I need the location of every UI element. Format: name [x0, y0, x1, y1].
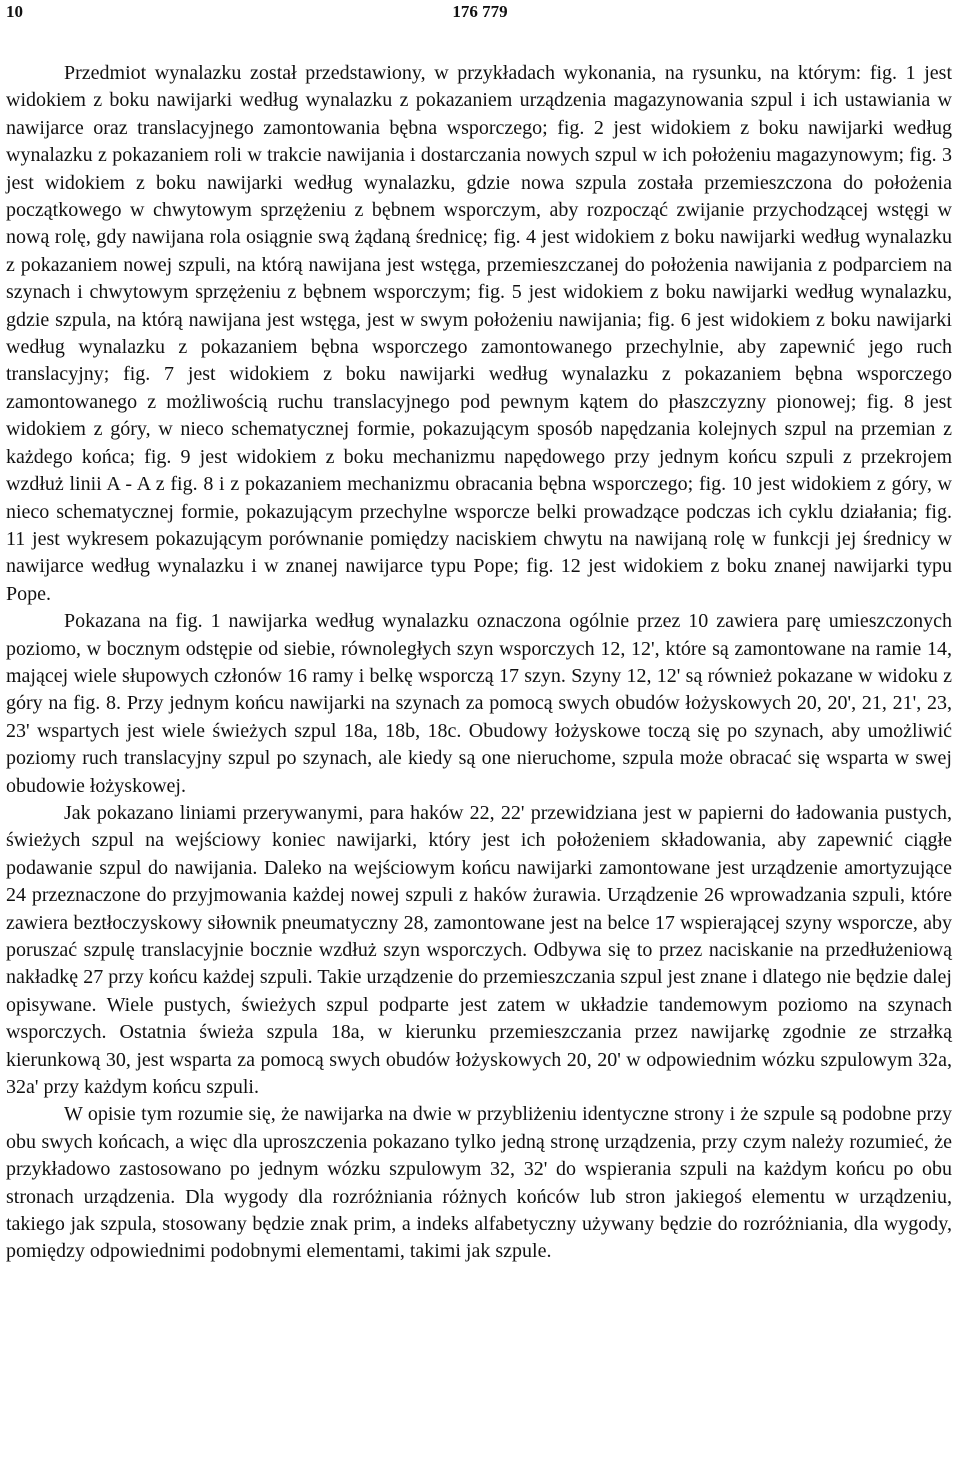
paragraph: Jak pokazano liniami przerywanymi, para haków 22, 22' przewidziana jest w papierni do ładowania pustych, świeżych szpul na wejściowy koniec nawijarki, który jest ich położeniem składowania, aby zapewnić ciągłe podawanie szpul do nawijania. Daleko na wejściowym końcu nawijarki zamontowane jest urządzenie amortyzujące 24 przeznaczone do przyjmowania każdej nowej szpuli z haków żurawia. Urządzenie 26 wprowadzania szpuli, które zawiera beztłoczyskowy siłownik pneumatyczny 28, zamontowane jest na belce 17 wspierającej szyny wsporcze, aby poruszać szpulę translacyjnie bocznie wzdłuż szyn wsporczych. Odbywa się to przez naciskanie na przedłużeniową nakładkę 27 przy końcu każdej szpuli. Takie urządzenie do przemieszczania szpul jest znane i dlatego nie będzie dalej opisywane. Wiele pustych, świeżych szpul podparte jest zatem w układzie tandemowym poziomo na szynach wsporczych. Ostatnia świeża szpula 18a, w kierunku przemieszczania przez nawijarkę zgodnie ze strzałką kierunkową 30, jest wsparta za pomocą swych obudów łożyskowych 20, 20' w odpowiednim wózku szpulowym 32a, 32a' przy każdym końcu szpuli. [6, 801, 952, 1099]
page-header [0, 0, 960, 30]
paragraph: W opisie tym rozumie się, że nawijarka na dwie w przybliżeniu identyczne strony i że szpule są podobne przy obu swych końcach, a więc dla uproszczenia pokazano tylko jedną stronę urządzenia, przy czym należy rozumieć, że przykładowo zastosowano po jednym wózku szpulowym 32, 32' do wspierania szpuli na każdym końcu po obu stronach urządzenia. Dla wygody dla rozróżniania różnych końców lub stron jakiegoś elementu w urządzeniu, takiego jak szpula, stosowany będzie znak prim, a indeks alfabetyczny używany będzie do rozróżniania, dla wygody, pomiędzy odpowiednimi podobnymi elementami, takimi jak szpule. [6, 1103, 952, 1263]
paragraph: Pokazana na fig. 1 nawijarka według wynalazku oznaczona ogólnie przez 10 zawiera parę umieszczonych poziomo, w bocznym odstępie od siebie, równoległych szyn wsporczych 12, 12', które są zamontowane na ramie 14, mającej wiele słupowych członów 16 ramy i belkę wsporczą 17 szyn. Szyny 12, 12' są również pokazane w widoku z góry na fig. 8. Przy jednym końcu nawijarki na szynach za pomocą swych obudów łożyskowych 20, 20', 21, 21', 23, 23' wspartych jest wiele świeżych szpul 18a, 18b, 18c. Obudowy łożyskowe toczą się po szynach, aby umożliwić poziomy ruch translacyjny szpul po szynach, ale kiedy są one nieruchome, szpula może obracać się wsparta w swej obudowie łożyskowej. [6, 610, 952, 797]
paragraph: Przedmiot wynalazku został przedstawiony, w przykładach wykonania, na rysunku, na którym: fig. 1 jest widokiem z boku nawijarki według wynalazku z pokazaniem urządzenia magazynowania szpul i ich ustawiania w nawijarce oraz translacyjnego zamontowania bębna wsporczego; fig. 2 jest widokiem z boku nawijarki według wynalazku z pokazaniem roli w trakcie nawijania i dostarczania nowych szpul w ich położeniu magazynowym; fig. 3 jest widokiem z boku nawijarki według wynalazku, gdzie nowa szpula została przemieszczona do położenia początkowego w chwytowym sprzężeniu z bębnem wsporczym, aby rozpocząć zwijanie przychodzącej wstęgi w nową rolę, gdy nawijana rola osiągnie swą żądaną średnicę; fig. 4 jest widokiem z boku nawijarki według wynalazku z pokazaniem nowej szpuli, na którą nawijana jest wstęga, przemieszczanej do położenia nawijania z podparciem na szynach i chwytowym sprzężeniu z bębnem wsporczym; fig. 5 jest widokiem z boku nawijarki według wynalazku, gdzie szpula, na którą nawijana jest wstęga, jest w swym położeniu nawijania; fig. 6 jest widokiem z boku nawijarki według wynalazku z pokazaniem bębna wsporczego zamontowanego przechylnie, aby zapewnić jego ruch translacyjny; fig. 7 jest widokiem z boku nawijarki według wynalazku z pokazaniem bębna wsporczego zamontowanego z możliwością ruchu translacyjnego pod pewnym kątem do płaszczyzny pionowej; fig. 8 jest widokiem z góry, w nieco schematycznej formie, pokazującym sposób napędzania kolejnych szpul na przemian z każdego końca; fig. 9 jest widokiem z boku mechanizmu napędowego przy jednym końcu szpuli z przekrojem wzdłuż linii A - A z fig. 8 i z pokazaniem mechanizmu obracania bębna wsporczego; fig. 10 jest widokiem z góry, w nieco schematycznej formie, pokazującym przechylne wsporcze belki prowadzące podczas ich cyklu działania; fig. 11 jest wykresem pokazującym porównanie pomiędzy naciskiem chwytu na nawijaną rolę w funkcji jej średnicy w nawijarce według wynalazku i w znanej nawijarce typu Pope; fig. 12 jest widokiem z boku znanej nawijarki typu Pope. [6, 62, 952, 605]
body-text [6, 60, 952, 1266]
patent-number: 176 779 [452, 2, 508, 21]
page-number: 10 [6, 2, 23, 21]
